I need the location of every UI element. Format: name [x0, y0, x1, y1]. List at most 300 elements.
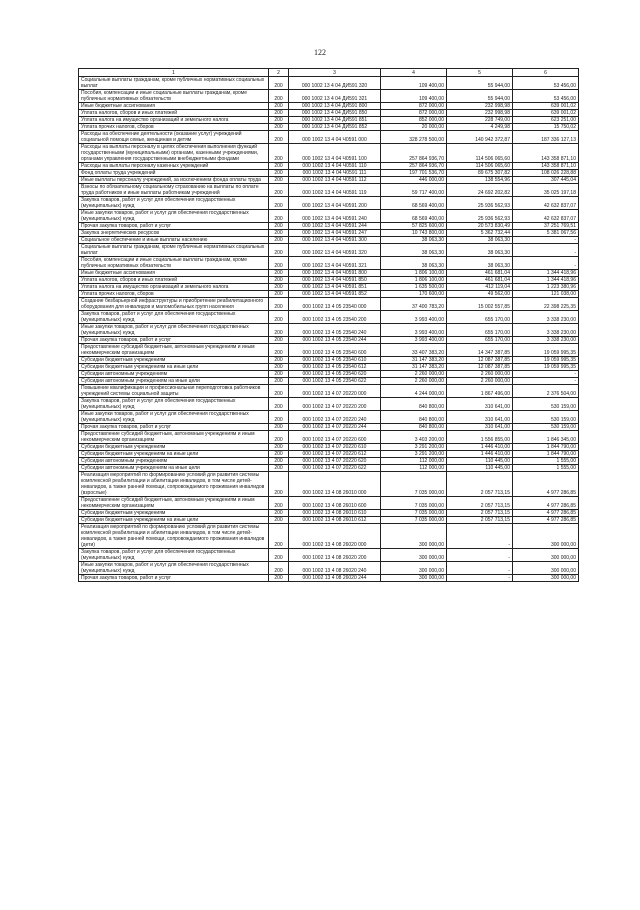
table-row [79, 324, 579, 337]
row-budget-code: 000 1002 13 4 07 20220 622 [289, 465, 381, 472]
row-name: Пособия, компенсации и иные социальные выплаты гражданам, кроме публичных нормативных обязательств [79, 90, 269, 103]
row-name: Прочая закупка товаров, работ и услуг [79, 424, 269, 431]
row-executed-amount: 1 446 410,00 [447, 451, 513, 458]
row-unexecuted-amount: 1 344 418,96 [513, 277, 579, 284]
table-row [79, 270, 579, 277]
row-line-code: 200 [269, 284, 289, 291]
row-line-code: 200 [269, 385, 289, 398]
row-name: Уплата налогов, сборов и иных платежей [79, 277, 269, 284]
table-row [79, 364, 579, 371]
table-row [79, 517, 579, 524]
row-approved-amount: 328 278 500,00 [381, 131, 447, 144]
row-budget-code: 000 1002 13 4 08 26020 000 [289, 524, 381, 549]
row-approved-amount: 300 000,00 [381, 575, 447, 582]
row-approved-amount: 3 291 200,00 [381, 444, 447, 451]
row-approved-amount: 1 806 100,00 [381, 270, 447, 277]
row-line-code: 200 [269, 549, 289, 562]
row-executed-amount: - [447, 549, 513, 562]
row-line-code: 200 [269, 230, 289, 237]
table-row [79, 131, 579, 144]
row-approved-amount: 109 400,00 [381, 77, 447, 90]
row-executed-amount: 110 445,00 [447, 458, 513, 465]
row-name: Фонд оплаты труда учреждений [79, 170, 269, 177]
row-approved-amount: 840 800,00 [381, 424, 447, 431]
budget-execution-table [78, 68, 579, 582]
header-col-2: 2 [269, 69, 289, 77]
table-row [79, 291, 579, 298]
table-header-row [79, 69, 579, 77]
row-line-code: 200 [269, 170, 289, 177]
table-row [79, 117, 579, 124]
row-executed-amount: 461 681,04 [447, 277, 513, 284]
table-row [79, 77, 579, 90]
row-unexecuted-amount: 1 555,00 [513, 458, 579, 465]
table-row [79, 284, 579, 291]
table-row [79, 298, 579, 311]
row-approved-amount: 7 035 000,00 [381, 497, 447, 510]
row-budget-code: 000 1002 13 4 08 26010 610 [289, 510, 381, 517]
row-line-code: 200 [269, 465, 289, 472]
row-name: Закупка товаров, работ и услуг для обеспечения государственных (муниципальных) нужд [79, 398, 269, 411]
row-approved-amount: 3 291 200,00 [381, 451, 447, 458]
row-unexecuted-amount: 623 251,00 [513, 117, 579, 124]
row-approved-amount: 38 063,30 [381, 244, 447, 257]
row-budget-code: 000 1002 13 4 04 Ч0591 321 [289, 257, 381, 270]
row-budget-code: 000 1002 13 4 04 ДИ591 850 [289, 110, 381, 117]
row-name: Иные закупки товаров, работ и услуг для обеспечения государственных (муниципальных) нужд [79, 411, 269, 424]
row-executed-amount: 49 562,00 [447, 291, 513, 298]
row-unexecuted-amount: 530 159,00 [513, 411, 579, 424]
row-name: Расходы на выплаты персоналу казенных учреждений [79, 163, 269, 170]
row-budget-code: 000 1002 13 4 04 Ч0591 200 [289, 197, 381, 210]
row-line-code: 200 [269, 517, 289, 524]
table-row [79, 184, 579, 197]
row-budget-code: 000 1002 13 4 07 20220 000 [289, 385, 381, 398]
page-number: 122 [314, 48, 326, 57]
row-executed-amount: 15 002 557,85 [447, 298, 513, 311]
row-approved-amount: 257 864 936,70 [381, 144, 447, 163]
row-unexecuted-amount: 19 059 995,35 [513, 357, 579, 364]
row-executed-amount: 2 260 000,00 [447, 378, 513, 385]
row-line-code: 200 [269, 562, 289, 575]
row-executed-amount: 5 362 732,44 [447, 230, 513, 237]
table-row [79, 124, 579, 131]
row-line-code: 200 [269, 124, 289, 131]
row-unexecuted-amount: 307 445,04 [513, 177, 579, 184]
table-row [79, 378, 579, 385]
row-approved-amount: 112 000,00 [381, 458, 447, 465]
row-name: Прочая закупка товаров, работ и услуг [79, 575, 269, 582]
row-approved-amount: 300 000,00 [381, 549, 447, 562]
table-row [79, 170, 579, 177]
row-line-code: 200 [269, 398, 289, 411]
row-line-code: 200 [269, 103, 289, 110]
row-name: Предоставление субсидий бюджетным, автономным учреждениям и иным некоммерческим организациям [79, 431, 269, 444]
table-row [79, 562, 579, 575]
row-executed-amount: 461 681,04 [447, 270, 513, 277]
row-approved-amount: 112 000,00 [381, 465, 447, 472]
table-row [79, 398, 579, 411]
row-unexecuted-amount: 53 456,00 [513, 90, 579, 103]
row-line-code: 200 [269, 324, 289, 337]
row-unexecuted-amount: 4 977 286,85 [513, 510, 579, 517]
row-approved-amount: 10 743 800,00 [381, 230, 447, 237]
row-approved-amount: 109 400,00 [381, 90, 447, 103]
row-executed-amount: 140 942 372,87 [447, 131, 513, 144]
table-row [79, 411, 579, 424]
row-name: Субсидии автономным учреждениям [79, 371, 269, 378]
row-line-code: 200 [269, 77, 289, 90]
row-budget-code: 000 1002 13 4 04 Ч0591 244 [289, 223, 381, 230]
row-budget-code: 000 1002 13 4 08 26010 000 [289, 472, 381, 497]
row-executed-amount: 2 260 000,00 [447, 371, 513, 378]
row-unexecuted-amount: 37 251 769,51 [513, 223, 579, 230]
header-col-3: 3 [289, 69, 381, 77]
row-budget-code: 000 1002 13 4 04 Ч0591 247 [289, 230, 381, 237]
row-name: Иные закупки товаров, работ и услуг для обеспечения государственных (муниципальных) нужд [79, 562, 269, 575]
row-unexecuted-amount: 3 338 230,00 [513, 324, 579, 337]
row-executed-amount: 114 506 065,60 [447, 144, 513, 163]
table-row [79, 163, 579, 170]
row-name: Закупка товаров, работ и услуг для обеспечения государственных (муниципальных) нужд [79, 549, 269, 562]
row-unexecuted-amount: 300 000,00 [513, 549, 579, 562]
row-name: Иные закупки товаров, работ и услуг для обеспечения государственных (муниципальных) нужд [79, 324, 269, 337]
row-unexecuted-amount: 42 632 837,07 [513, 197, 579, 210]
table-row [79, 451, 579, 458]
row-name: Реализация мероприятий по формированию условий для развития системы комплексной реабилитации и абилитации инвалидов, в том числе детей-инвалидов, а также ранней помощи, сопровождаемого проживания инвалидов (взрослые) [79, 472, 269, 497]
row-unexecuted-amount: - [513, 371, 579, 378]
row-approved-amount: 68 569 400,00 [381, 197, 447, 210]
row-unexecuted-amount: 300 000,00 [513, 562, 579, 575]
row-line-code: 200 [269, 163, 289, 170]
row-unexecuted-amount: 4 977 286,85 [513, 472, 579, 497]
row-line-code: 200 [269, 144, 289, 163]
row-name: Субсидии автономным учреждениям на иные цели [79, 378, 269, 385]
row-name: Прочая закупка товаров, работ и услуг [79, 337, 269, 344]
row-line-code: 200 [269, 223, 289, 230]
row-executed-amount: 14 347 387,85 [447, 344, 513, 357]
row-approved-amount: 68 569 400,00 [381, 210, 447, 223]
row-budget-code: 000 1002 13 4 05 23540 610 [289, 357, 381, 364]
row-name: Уплата налога на имущество организаций и земельного налога [79, 284, 269, 291]
row-executed-amount: - [447, 524, 513, 549]
row-budget-code: 000 1002 13 4 05 23540 240 [289, 324, 381, 337]
row-line-code: 200 [269, 497, 289, 510]
row-unexecuted-amount: 15 750,02 [513, 124, 579, 131]
row-approved-amount: 840 800,00 [381, 411, 447, 424]
row-approved-amount: 3 993 400,00 [381, 337, 447, 344]
table-row [79, 337, 579, 344]
row-approved-amount: 38 063,30 [381, 237, 447, 244]
row-line-code: 200 [269, 575, 289, 582]
row-approved-amount: 197 701 536,70 [381, 170, 447, 177]
table-row [79, 257, 579, 270]
row-unexecuted-amount: 42 632 837,07 [513, 210, 579, 223]
row-name: Расходы на обеспечение деятельности (оказание услуг) учреждений социальной помощи семье, женщинам и детям [79, 131, 269, 144]
row-executed-amount: 110 445,00 [447, 465, 513, 472]
row-name: Субсидии бюджетным учреждениям на иные цели [79, 451, 269, 458]
row-unexecuted-amount: 300 000,00 [513, 524, 579, 549]
row-name: Субсидии бюджетным учреждениям [79, 357, 269, 364]
table-body [79, 77, 579, 582]
row-line-code: 200 [269, 237, 289, 244]
row-unexecuted-amount: 143 358 871,10 [513, 144, 579, 163]
row-budget-code: 000 1002 13 4 05 23540 600 [289, 344, 381, 357]
row-executed-amount: 4 249,98 [447, 124, 513, 131]
row-executed-amount: 12 087 387,85 [447, 364, 513, 371]
row-line-code: 200 [269, 411, 289, 424]
row-name: Социальные выплаты гражданам, кроме публичных нормативных социальных выплат [79, 77, 269, 90]
row-approved-amount: 872 000,00 [381, 110, 447, 117]
row-budget-code: 000 1002 13 4 05 23540 622 [289, 378, 381, 385]
row-name: Повышение квалификации и профессиональная переподготовка работников учреждений системы социальной защиты [79, 385, 269, 398]
row-executed-amount: 38 063,30 [447, 257, 513, 270]
row-line-code: 200 [269, 270, 289, 277]
row-approved-amount: 257 864 936,70 [381, 163, 447, 170]
row-name: Иные закупки товаров, работ и услуг для обеспечения государственных (муниципальных) нужд [79, 210, 269, 223]
row-budget-code: 000 1002 13 4 04 ДИ591 852 [289, 124, 381, 131]
table-row [79, 357, 579, 364]
row-budget-code: 000 1002 13 4 08 26020 240 [289, 562, 381, 575]
row-line-code: 200 [269, 110, 289, 117]
row-name: Субсидии бюджетным учреждениям на иные цели [79, 364, 269, 371]
row-approved-amount: 3 403 200,00 [381, 431, 447, 444]
row-approved-amount: 300 000,00 [381, 524, 447, 549]
row-budget-code: 000 1002 13 4 05 23540 200 [289, 311, 381, 324]
row-unexecuted-amount: 121 038,00 [513, 291, 579, 298]
row-executed-amount: 24 692 202,82 [447, 184, 513, 197]
row-line-code: 200 [269, 244, 289, 257]
table-row [79, 90, 579, 103]
row-line-code: 200 [269, 277, 289, 284]
row-name: Иные выплаты персоналу учреждений, за исключением фонда оплаты труда [79, 177, 269, 184]
row-executed-amount: 114 506 065,60 [447, 163, 513, 170]
row-executed-amount: 232 998,98 [447, 110, 513, 117]
row-unexecuted-amount: 1 846 345,00 [513, 431, 579, 444]
row-executed-amount: 55 944,00 [447, 77, 513, 90]
row-executed-amount: 655 170,00 [447, 337, 513, 344]
row-budget-code: 000 1002 13 4 07 20220 600 [289, 431, 381, 444]
row-line-code: 200 [269, 311, 289, 324]
row-budget-code: 000 1002 13 4 04 Ч0591 850 [289, 277, 381, 284]
row-approved-amount: 3 993 400,00 [381, 324, 447, 337]
row-budget-code: 000 1002 13 4 04 Ч0591 100 [289, 144, 381, 163]
row-budget-code: 000 1002 13 4 07 20220 244 [289, 424, 381, 431]
row-unexecuted-amount: 2 376 504,00 [513, 385, 579, 398]
row-budget-code: 000 1002 13 4 04 Ч0591 851 [289, 284, 381, 291]
table-row [79, 575, 579, 582]
row-approved-amount: 7 035 000,00 [381, 510, 447, 517]
row-budget-code: 000 1002 13 4 05 23540 244 [289, 337, 381, 344]
row-name: Уплата прочих налогов, сборов [79, 124, 269, 131]
row-executed-amount: 12 087 387,85 [447, 357, 513, 364]
row-executed-amount: 310 641,00 [447, 398, 513, 411]
row-unexecuted-amount: 143 358 871,10 [513, 163, 579, 170]
row-approved-amount: 1 806 100,00 [381, 277, 447, 284]
row-line-code: 200 [269, 210, 289, 223]
row-name: Субсидии бюджетным учреждениям [79, 444, 269, 451]
row-budget-code: 000 1002 13 4 04 Ч0591 800 [289, 270, 381, 277]
table-row [79, 497, 579, 510]
row-line-code: 200 [269, 371, 289, 378]
row-budget-code: 000 1002 13 4 04 ДИ591 321 [289, 90, 381, 103]
row-line-code: 200 [269, 337, 289, 344]
row-unexecuted-amount: 108 026 228,88 [513, 170, 579, 177]
row-budget-code: 000 1002 13 4 05 23540 000 [289, 298, 381, 311]
row-budget-code: 000 1002 13 4 07 20220 610 [289, 444, 381, 451]
row-approved-amount: 446 000,00 [381, 177, 447, 184]
header-col-1: 1 [79, 69, 269, 77]
row-line-code: 200 [269, 510, 289, 517]
table-row [79, 223, 579, 230]
row-budget-code: 000 1002 13 4 04 Ч0591 240 [289, 210, 381, 223]
row-unexecuted-amount: 4 977 286,85 [513, 517, 579, 524]
row-budget-code: 000 1002 13 4 08 26020 244 [289, 575, 381, 582]
row-line-code: 200 [269, 131, 289, 144]
row-approved-amount: 4 244 000,00 [381, 385, 447, 398]
row-budget-code: 000 1002 13 4 08 26020 200 [289, 549, 381, 562]
row-approved-amount: 852 000,00 [381, 117, 447, 124]
row-unexecuted-amount: 1 555,00 [513, 465, 579, 472]
row-unexecuted-amount: 3 338 230,00 [513, 337, 579, 344]
row-budget-code: 000 1002 13 4 04 Ч0591 110 [289, 163, 381, 170]
row-executed-amount: 2 057 713,15 [447, 497, 513, 510]
table-row [79, 510, 579, 517]
row-unexecuted-amount: 639 001,02 [513, 110, 579, 117]
table-row [79, 424, 579, 431]
row-executed-amount: 38 063,30 [447, 244, 513, 257]
row-executed-amount: 228 749,00 [447, 117, 513, 124]
row-executed-amount: - [447, 575, 513, 582]
row-line-code: 200 [269, 424, 289, 431]
row-executed-amount: 1 556 855,00 [447, 431, 513, 444]
row-name: Создание безбарьерной инфраструктуры и приобретение реабилитационного оборудования для инвалидов и маломобильных групп населения [79, 298, 269, 311]
row-name: Прочая закупка товаров, работ и услуг [79, 223, 269, 230]
row-line-code: 200 [269, 364, 289, 371]
row-approved-amount: 7 035 000,00 [381, 472, 447, 497]
row-unexecuted-amount: 19 059 995,35 [513, 344, 579, 357]
row-unexecuted-amount: 187 336 127,13 [513, 131, 579, 144]
row-approved-amount: 7 035 000,00 [381, 517, 447, 524]
row-line-code: 200 [269, 378, 289, 385]
row-approved-amount: 31 147 383,20 [381, 364, 447, 371]
table-row [79, 458, 579, 465]
row-unexecuted-amount: 35 025 197,18 [513, 184, 579, 197]
row-line-code: 200 [269, 357, 289, 364]
row-line-code: 200 [269, 90, 289, 103]
row-approved-amount: 3 993 400,00 [381, 311, 447, 324]
row-name: Закупка энергетических ресурсов [79, 230, 269, 237]
row-name: Предоставление субсидий бюджетным, автономным учреждениям и иным некоммерческим организациям [79, 344, 269, 357]
table-row [79, 230, 579, 237]
table-row [79, 371, 579, 378]
row-approved-amount: 170 600,00 [381, 291, 447, 298]
row-unexecuted-amount: 19 059 995,35 [513, 364, 579, 371]
row-unexecuted-amount: 1 223 380,96 [513, 284, 579, 291]
row-executed-amount: - [447, 562, 513, 575]
row-name: Субсидии бюджетным учреждениям [79, 510, 269, 517]
row-budget-code: 000 1002 13 4 04 Ч0591 300 [289, 237, 381, 244]
row-name: Иные бюджетные ассигнования [79, 270, 269, 277]
row-name: Субсидии автономным учреждениям на иные цели [79, 465, 269, 472]
row-executed-amount: 412 119,04 [447, 284, 513, 291]
row-name: Уплата прочих налогов, сборов [79, 291, 269, 298]
table-row [79, 385, 579, 398]
table-row [79, 311, 579, 324]
table-row [79, 344, 579, 357]
row-unexecuted-amount: - [513, 237, 579, 244]
row-line-code: 200 [269, 458, 289, 465]
row-executed-amount: 55 944,00 [447, 90, 513, 103]
row-approved-amount: 57 825 600,00 [381, 223, 447, 230]
row-line-code: 200 [269, 444, 289, 451]
row-executed-amount: 2 057 713,15 [447, 517, 513, 524]
row-unexecuted-amount: 1 844 790,00 [513, 451, 579, 458]
row-budget-code: 000 1002 13 4 04 ДИ591 320 [289, 77, 381, 90]
row-line-code: 200 [269, 451, 289, 458]
row-budget-code: 000 1002 13 4 07 20220 620 [289, 458, 381, 465]
row-unexecuted-amount: 53 456,00 [513, 77, 579, 90]
row-name: Пособия, компенсации и иные социальные выплаты гражданам, кроме публичных нормативных обязательств [79, 257, 269, 270]
row-unexecuted-amount: 22 398 225,35 [513, 298, 579, 311]
row-budget-code: 000 1002 13 4 07 20220 612 [289, 451, 381, 458]
table-row [79, 549, 579, 562]
row-budget-code: 000 1002 13 4 05 23540 620 [289, 371, 381, 378]
row-line-code: 200 [269, 117, 289, 124]
row-unexecuted-amount: 4 977 286,85 [513, 497, 579, 510]
row-executed-amount: 655 170,00 [447, 324, 513, 337]
row-budget-code: 000 1002 13 4 08 26010 600 [289, 497, 381, 510]
row-line-code: 200 [269, 184, 289, 197]
row-budget-code: 000 1002 13 4 07 20220 200 [289, 398, 381, 411]
row-line-code: 200 [269, 344, 289, 357]
table-row [79, 244, 579, 257]
row-line-code: 200 [269, 197, 289, 210]
row-name: Закупка товаров, работ и услуг для обеспечения государственных (муниципальных) нужд [79, 197, 269, 210]
row-unexecuted-amount: - [513, 378, 579, 385]
table-row [79, 210, 579, 223]
row-approved-amount: 2 260 000,00 [381, 378, 447, 385]
row-unexecuted-amount: 300 000,00 [513, 575, 579, 582]
row-executed-amount: 1 867 496,00 [447, 385, 513, 398]
row-executed-amount: 138 554,96 [447, 177, 513, 184]
row-approved-amount: 1 635 500,00 [381, 284, 447, 291]
row-approved-amount: 20 000,00 [381, 124, 447, 131]
row-executed-amount: 310 641,00 [447, 411, 513, 424]
row-budget-code: 000 1002 13 4 04 ДИ591 851 [289, 117, 381, 124]
table-row [79, 177, 579, 184]
row-name: Социальное обеспечение и иные выплаты населению [79, 237, 269, 244]
table-row [79, 144, 579, 163]
row-budget-code: 000 1002 13 4 08 26010 612 [289, 517, 381, 524]
row-line-code: 200 [269, 291, 289, 298]
header-col-5: 5 [447, 69, 513, 77]
row-budget-code: 000 1002 13 4 04 Ч0591 111 [289, 170, 381, 177]
row-line-code: 200 [269, 257, 289, 270]
row-executed-amount: 1 446 410,00 [447, 444, 513, 451]
row-name: Иные бюджетные ассигнования [79, 103, 269, 110]
row-executed-amount: 25 936 562,93 [447, 197, 513, 210]
row-name: Закупка товаров, работ и услуг для обеспечения государственных (муниципальных) нужд [79, 311, 269, 324]
row-approved-amount: 31 147 383,20 [381, 357, 447, 364]
row-line-code: 200 [269, 177, 289, 184]
row-line-code: 200 [269, 524, 289, 549]
row-unexecuted-amount: 639 001,02 [513, 103, 579, 110]
row-name: Социальные выплаты гражданам, кроме публичных нормативных социальных выплат [79, 244, 269, 257]
table-row [79, 444, 579, 451]
row-approved-amount: 37 400 783,20 [381, 298, 447, 311]
row-line-code: 200 [269, 431, 289, 444]
